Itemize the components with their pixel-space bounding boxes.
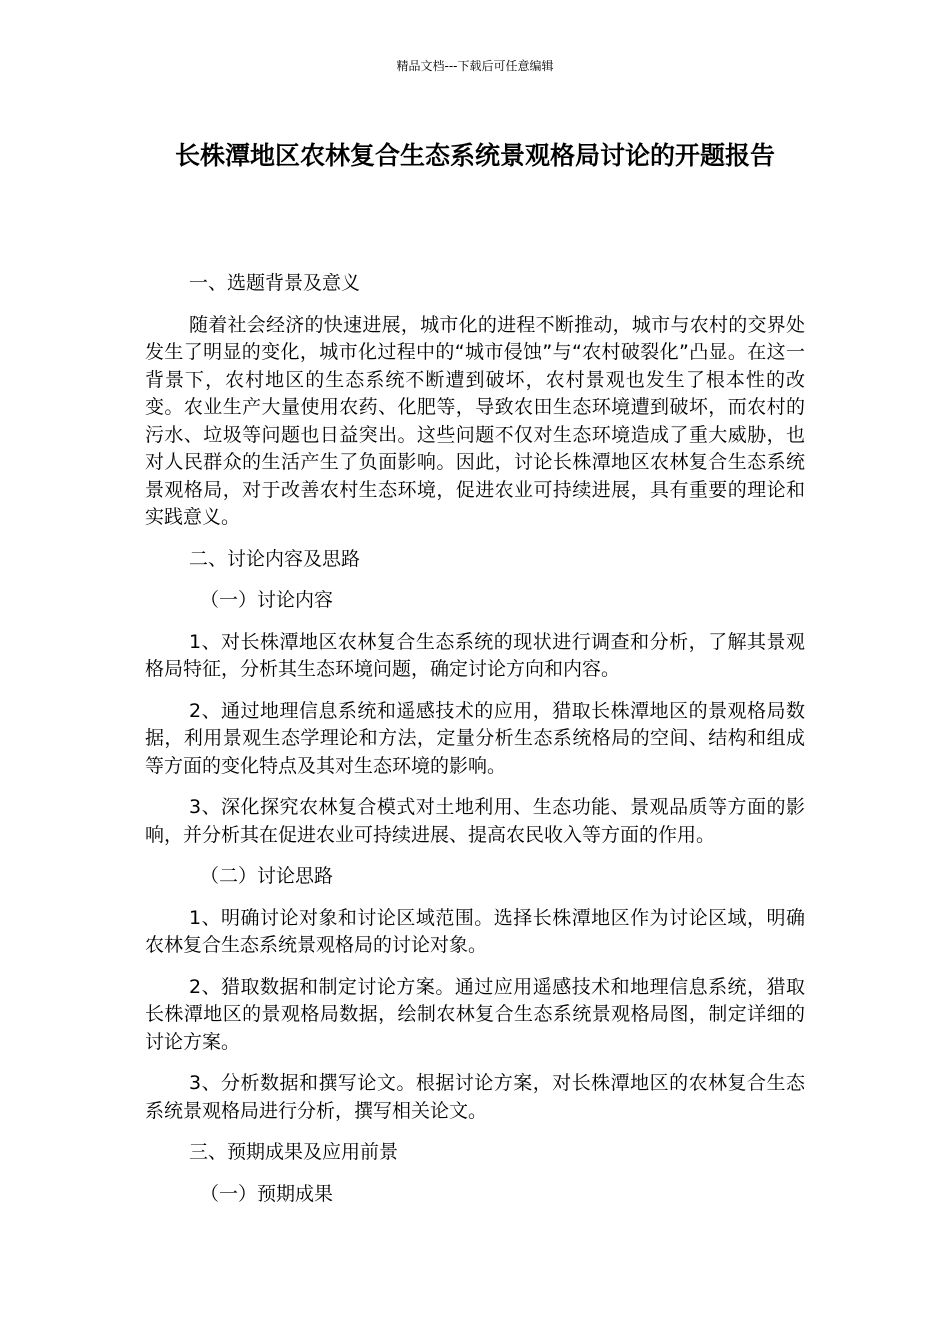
subheading-expected-outcomes: （一）预期成果 (200, 1182, 334, 1205)
list-item: 1、明确讨论对象和讨论区域范围。选择长株潭地区作为讨论区域，明确农林复合生态系统景观格局的讨论对象。 (145, 906, 805, 956)
document-title: 长株潭地区农林复合生态系统景观格局讨论的开题报告 (174, 141, 775, 170)
list-item: 2、猎取数据和制定讨论方案。通过应用遥感技术和地理信息系统，猎取长株潭地区的景观格局数据，绘制农林复合生态系统景观格局图，制定详细的讨论方案。 (145, 975, 805, 1053)
section-heading-outcomes: 三、预期成果及应用前景 (189, 1141, 399, 1163)
document-body (145, 270, 805, 1222)
section-heading-content: 二、讨论内容及思路 (189, 547, 361, 570)
section-heading-background: 一、选题背景及意义 (189, 272, 361, 294)
paragraph-background: 随着社会经济的快速进展，城市化的进程不断推动，城市与农村的交界处发生了明显的变化，城市化过程中的“城市侵蚀”与“农村破裂化”凸显。在这一背景下，农村地区的生态系统不断遭到破坏，农村景观也发生了根本性的改变。农业生产大量使用农药、化肥等，导致农田生态环境遭到破坏，而农村的污水、垃圾等问题也日益突出。这些问题不仅对生态环境造成了重大威胁，也对人民群众的生活产生了负面影响。因此，讨论长株潭地区农林复合生态系统景观格局，对于改善农村生态环境，促进农业可持续进展，具有重要的理论和实践意义。 (145, 313, 805, 528)
subheading-research-approach: （二）讨论思路 (200, 865, 334, 887)
page-header-note: 精品文档---下载后可任意编辑 (396, 59, 554, 73)
list-item: 2、通过地理信息系统和遥感技术的应用，猎取长株潭地区的景观格局数据，利用景观生态学理论和方法，定量分析生态系统格局的空间、结构和组成等方面的变化特点及其对生态环境的影响。 (145, 699, 805, 777)
subheading-research-content: （一）讨论内容 (200, 589, 334, 611)
list-item: 3、分析数据和撰写论文。根据讨论方案，对长株潭地区的农林复合生态系统景观格局进行分析，撰写相关论文。 (145, 1072, 805, 1122)
list-item: 3、深化探究农林复合模式对土地利用、生态功能、景观品质等方面的影响，并分析其在促进农业可持续进展、提高农民收入等方面的作用。 (145, 796, 805, 846)
list-item: 1、对长株潭地区农林复合生态系统的现状进行调查和分析，了解其景观格局特征，分析其生态环境问题，确定讨论方向和内容。 (145, 630, 805, 680)
